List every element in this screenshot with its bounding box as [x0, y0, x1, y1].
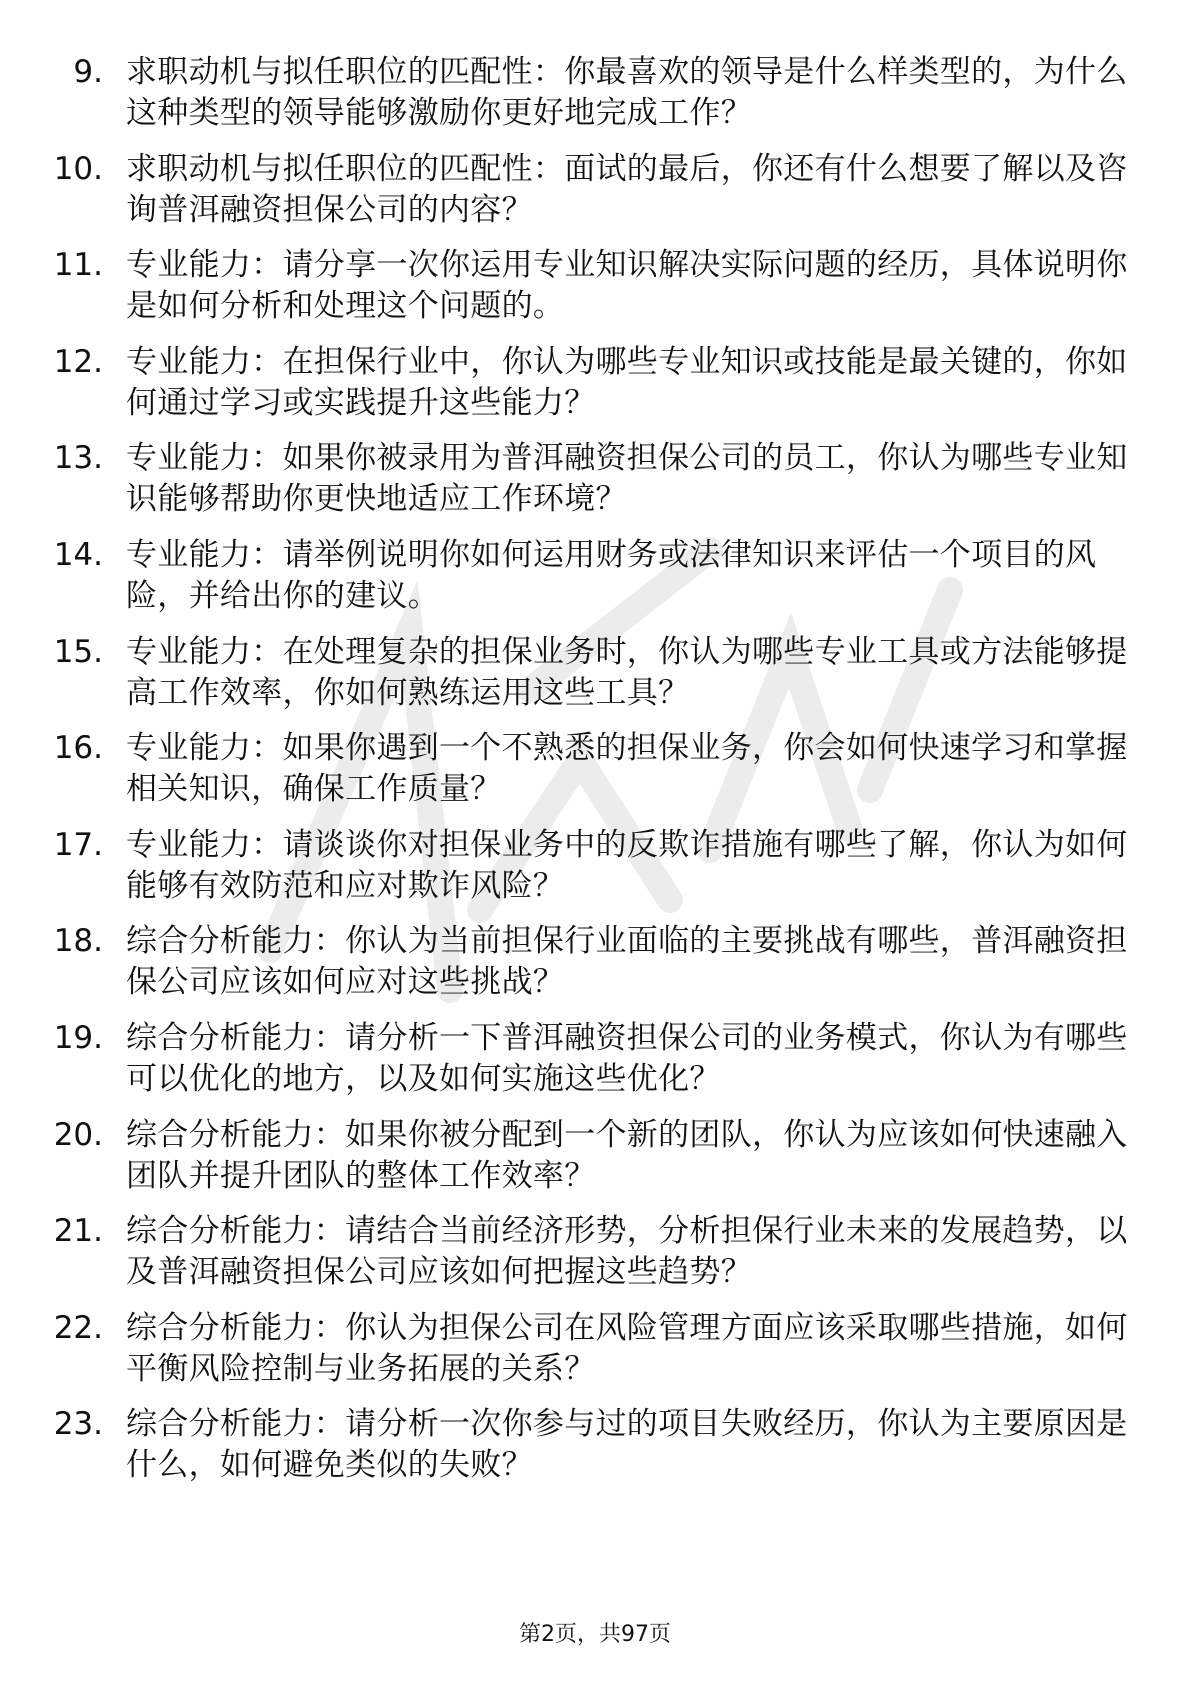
question-item	[0, 632, 1190, 729]
question-list	[0, 52, 1190, 1501]
question-number: 13.	[53, 440, 103, 477]
question-text: 综合分析能力：如果你被分配到一个新的团队，你认为应该如何快速融入团队并提升团队的整体工作效率？	[126, 1116, 1128, 1194]
question-item	[0, 342, 1190, 439]
question-item	[0, 1115, 1190, 1212]
question-text: 求职动机与拟任职位的匹配性：面试的最后，你还有什么想要了解以及咨询普洱融资担保公司的内容？	[126, 150, 1128, 228]
question-number: 23.	[53, 1406, 103, 1443]
question-item	[0, 535, 1190, 632]
question-text: 专业能力：在处理复杂的担保业务时，你认为哪些专业工具或方法能够提高工作效率，你如何熟练运用这些工具？	[126, 633, 1128, 711]
question-item	[0, 921, 1190, 1018]
question-text: 求职动机与拟任职位的匹配性：你最喜欢的领导是什么样类型的，为什么这种类型的领导能够激励你更好地完成工作？	[126, 54, 1128, 131]
question-item	[0, 149, 1190, 246]
question-item	[0, 825, 1190, 922]
question-number: 16.	[53, 730, 103, 767]
question-number: 14.	[53, 536, 103, 573]
question-text: 专业能力：请分享一次你运用专业知识解决实际问题的经历，具体说明你是如何分析和处理这个问题的。	[126, 247, 1128, 325]
question-text: 专业能力：在担保行业中，你认为哪些专业知识或技能是最关键的，你如何通过学习或实践提升这些能力？	[126, 343, 1128, 421]
question-text: 综合分析能力：你认为当前担保行业面临的主要挑战有哪些，普洱融资担保公司应该如何应对这些挑战？	[126, 923, 1128, 1001]
question-item	[0, 1404, 1190, 1501]
question-item	[0, 438, 1190, 535]
question-number: 22.	[53, 1309, 103, 1346]
question-item	[0, 1308, 1190, 1405]
question-text: 综合分析能力：请分析一次你参与过的项目失败经历，你认为主要原因是什么，如何避免类似的失败？	[126, 1406, 1128, 1484]
question-text: 综合分析能力：请结合当前经济形势，分析担保行业未来的发展趋势，以及普洱融资担保公司应该如何把握这些趋势？	[126, 1213, 1128, 1291]
question-text: 综合分析能力：请分析一下普洱融资担保公司的业务模式，你认为有哪些可以优化的地方，以及如何实施这些优化？	[126, 1019, 1128, 1097]
question-item	[0, 1018, 1190, 1115]
question-number: 11.	[53, 247, 103, 284]
question-number: 20.	[53, 1116, 103, 1153]
question-number: 21.	[53, 1213, 103, 1250]
question-item	[0, 52, 1190, 149]
question-text: 专业能力：如果你遇到一个不熟悉的担保业务，你会如何快速学习和掌握相关知识，确保工作质量？	[126, 730, 1128, 808]
question-number: 19.	[53, 1019, 103, 1056]
question-number: 17.	[53, 826, 103, 863]
question-text: 专业能力：请谈谈你对担保业务中的反欺诈措施有哪些了解，你认为如何能够有效防范和应对欺诈风险？	[126, 826, 1128, 904]
question-item	[0, 1211, 1190, 1308]
question-number: 18.	[53, 923, 103, 960]
question-text: 专业能力：如果你被录用为普洱融资担保公司的员工，你认为哪些专业知识能够帮助你更快地适应工作环境？	[126, 440, 1128, 518]
question-number: 9.	[73, 54, 103, 90]
page-footer: 第2页，共97页	[519, 1622, 671, 1647]
question-number: 10.	[53, 150, 103, 187]
question-text: 综合分析能力：你认为担保公司在风险管理方面应该采取哪些措施，如何平衡风险控制与业务拓展的关系？	[126, 1309, 1128, 1387]
question-number: 12.	[53, 343, 103, 380]
question-item	[0, 728, 1190, 825]
question-text: 专业能力：请举例说明你如何运用财务或法律知识来评估一个项目的风险，并给出你的建议。	[126, 536, 1097, 614]
question-number: 15.	[53, 633, 103, 670]
question-item	[0, 245, 1190, 342]
